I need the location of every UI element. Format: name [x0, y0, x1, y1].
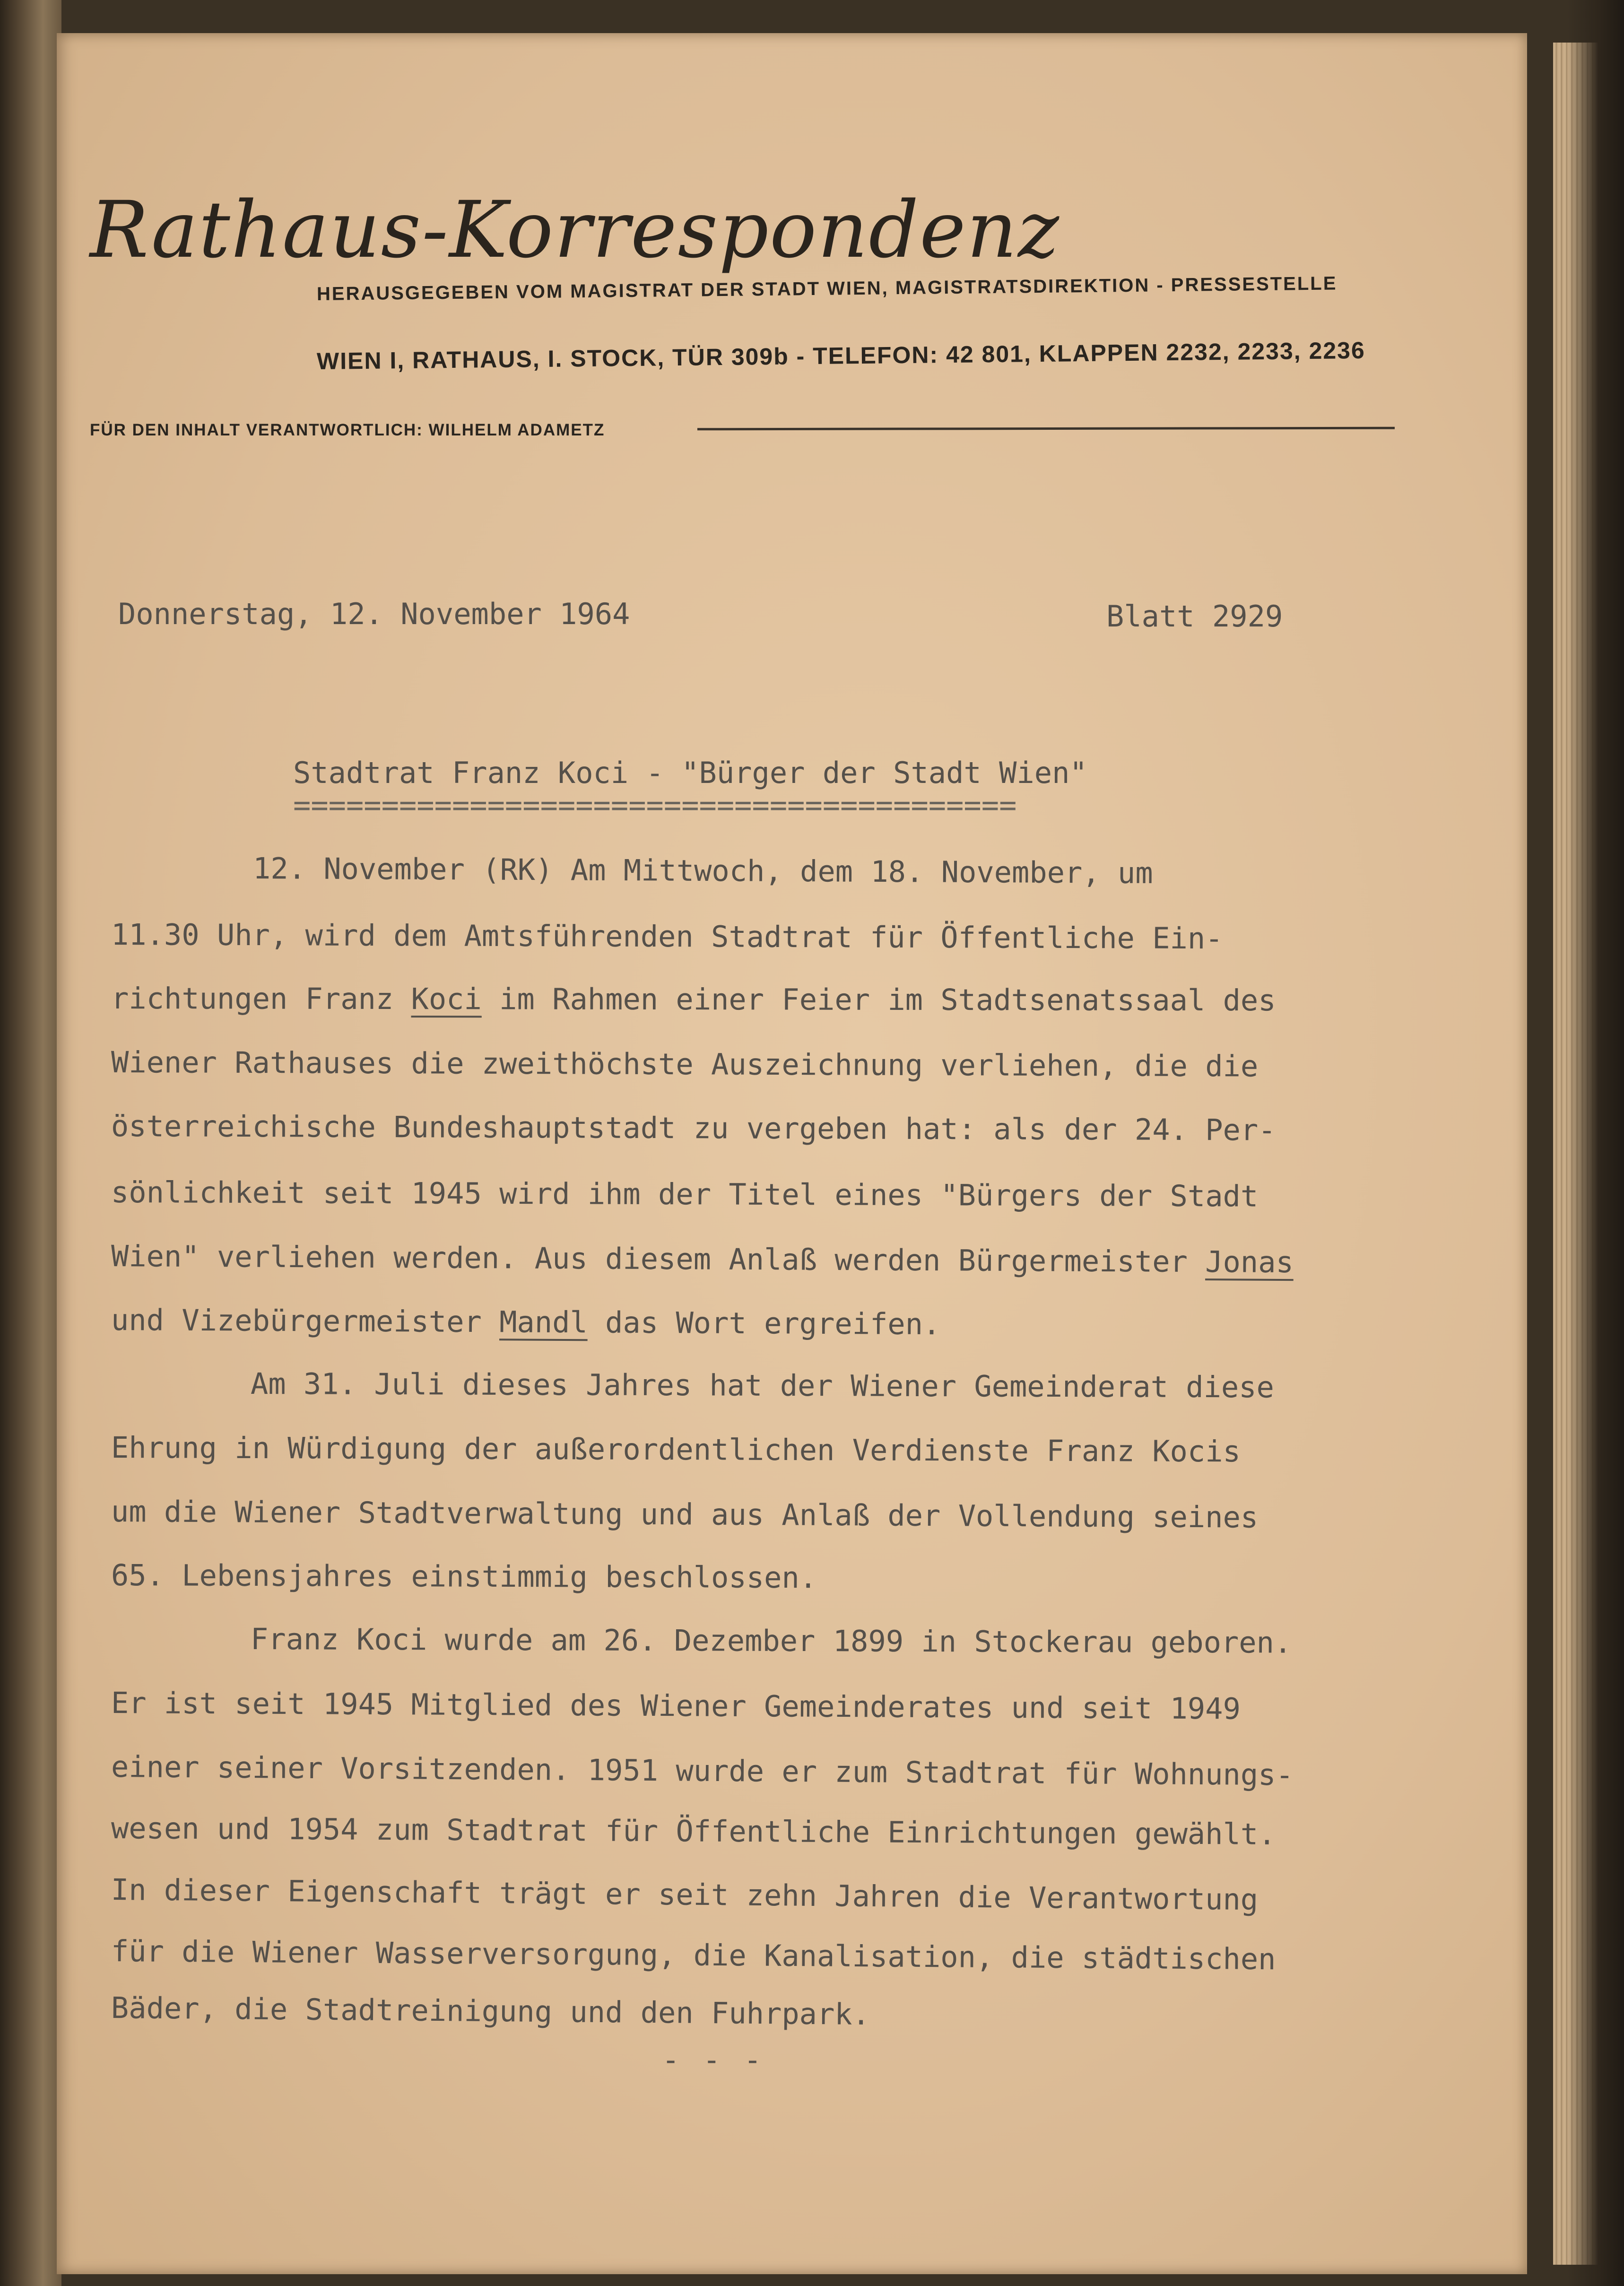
- line-text: sönlichkeit seit 1945 wird ihm der Titel eines "Bürgers der Stadt: [111, 1175, 1259, 1214]
- masthead-title: Rathaus-Korrespondenz: [90, 184, 1060, 275]
- article-line: [111, 981, 1276, 1017]
- underlined-name: Koci: [411, 982, 482, 1017]
- line-text: und Vizebürgermeister: [111, 1303, 500, 1339]
- article-line: [253, 851, 1153, 890]
- line-text: das Wort ergreifen.: [587, 1305, 941, 1342]
- line-text: In dieser Eigenschaft trägt er seit zehn Jahren die Verantwortung: [111, 1872, 1259, 1917]
- publisher-line: HERAUSGEGEBEN VOM MAGISTRAT DER STADT WIEN, MAGISTRATSDIREKTION - PRESSESTELLE: [316, 273, 1337, 304]
- underlined-name: Mandl: [499, 1304, 588, 1340]
- article-line: [251, 1622, 1292, 1660]
- article-line: [111, 1558, 817, 1595]
- background-shadow: [1567, 0, 1624, 2286]
- article-line: [111, 1109, 1276, 1147]
- line-text: wesen und 1954 zum Stadtrat für Öffentliche Einrichtungen gewählt.: [111, 1811, 1276, 1851]
- line-text: 12. November (RK) Am Mittwoch, dem 18. November, um: [252, 851, 1153, 890]
- line-text: um die Wiener Stadtverwaltung und aus Anlaß der Vollendung seines: [111, 1494, 1259, 1535]
- line-text: Ehrung in Würdigung der außerordentlichen Verdienste Franz Kocis: [111, 1430, 1241, 1469]
- article-line: [111, 1175, 1259, 1213]
- book-binding-edge: [0, 0, 61, 2286]
- line-text: 11.30 Uhr, wird dem Amtsführenden Stadtrat für Öffentliche Ein-: [111, 917, 1223, 956]
- article-line: [111, 1303, 941, 1341]
- responsible-line: FÜR DEN INHALT VERANTWORTLICH: WILHELM ADAMETZ: [90, 421, 605, 439]
- article-headline: Stadtrat Franz Koci - "Bürger der Stadt Wien": [293, 756, 1087, 790]
- line-text: Er ist seit 1945 Mitglied des Wiener Gemeinderates und seit 1949: [111, 1686, 1241, 1726]
- article-line: [111, 917, 1223, 956]
- article-line: [111, 1686, 1241, 1726]
- line-text: Franz Koci wurde am 26. Dezember 1899 in Stockerau geboren.: [250, 1622, 1292, 1660]
- address-line: WIEN I, RATHAUS, I. STOCK, TÜR 309b - TELEFON: 42 801, KLAPPEN 2232, 2233, 2236: [316, 337, 1366, 374]
- article-line: [111, 1494, 1259, 1535]
- end-mark: - - -: [662, 2043, 764, 2077]
- line-text: richtungen Franz: [111, 981, 411, 1017]
- article-line: [111, 1045, 1259, 1083]
- line-text: 65. Lebensjahres einstimmig beschlossen.: [111, 1558, 817, 1595]
- underlined-name: Jonas: [1205, 1244, 1294, 1280]
- headline-double-rule: =========================================: [293, 788, 1017, 822]
- line-text: Wien" verliehen werden. Aus diesem Anlaß werden Bürgermeister: [111, 1239, 1206, 1279]
- line-text: Am 31. Juli dieses Jahres hat der Wiener Gemeinderat diese: [250, 1366, 1275, 1405]
- article-line: [111, 1430, 1241, 1469]
- line-text: für die Wiener Wasserversorgung, die Kanalisation, die städtischen: [111, 1934, 1276, 1977]
- line-text: im Rahmen einer Feier im Stadtsenatssaal des: [481, 982, 1276, 1018]
- line-text: einer seiner Vorsitzenden. 1951 wurde er zum Stadtrat für Wohnungs-: [111, 1749, 1294, 1792]
- line-text: österreichische Bundeshauptstadt zu vergeben hat: als der 24. Per-: [111, 1109, 1276, 1147]
- dateline-date: Donnerstag, 12. November 1964: [118, 597, 630, 631]
- line-text: Wiener Rathauses die zweithöchste Auszeichnung verliehen, die die: [111, 1045, 1259, 1084]
- article-line: [111, 1990, 870, 2032]
- article-line: [111, 1811, 1276, 1851]
- line-text: Bäder, die Stadtreinigung und den Fuhrpark.: [111, 1990, 870, 2032]
- dateline-sheet: Blatt 2929: [1106, 599, 1283, 634]
- article-line: [111, 1239, 1294, 1279]
- article-line: [251, 1366, 1274, 1405]
